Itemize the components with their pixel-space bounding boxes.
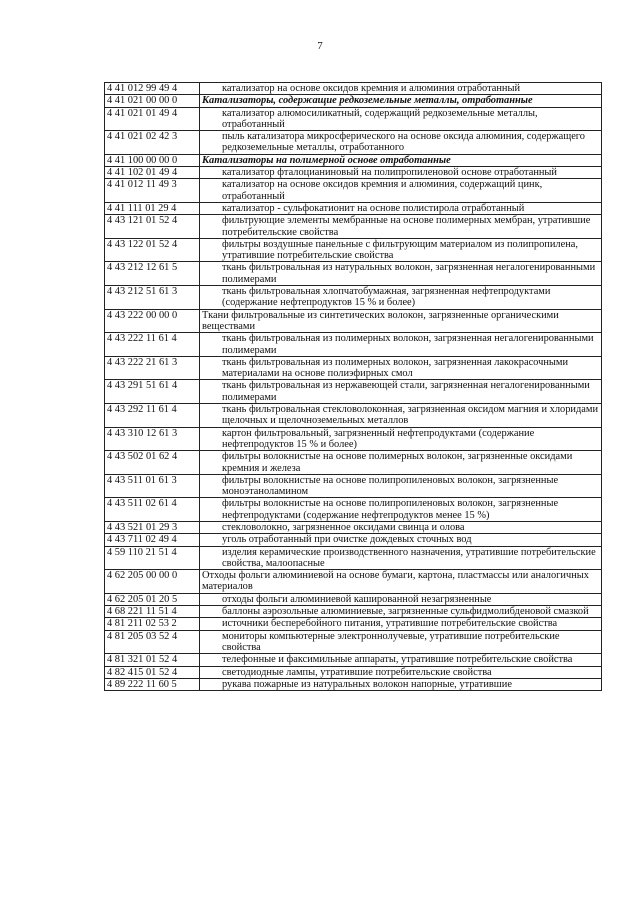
waste-code-cell: 4 81 205 03 52 4: [105, 630, 200, 654]
waste-name-cell: баллоны аэрозольные алюминиевые, загрязненные сульфидмолибденовой смазкой: [200, 606, 602, 618]
waste-code-cell: 4 43 222 11 61 4: [105, 333, 200, 357]
table-row: [105, 380, 602, 404]
table-row: [105, 262, 602, 286]
waste-code-cell: 4 68 221 11 51 4: [105, 606, 200, 618]
waste-name-cell: Ткани фильтровальные из синтетических волокон, загрязненные органическими веществами: [200, 309, 602, 333]
waste-code-cell: 4 59 110 21 51 4: [105, 546, 200, 570]
waste-name-cell: катализатор на основе оксидов кремния и алюминия, содержащий цинк, отработанный: [200, 179, 602, 203]
table-row: [105, 546, 602, 570]
waste-code-cell: 4 89 222 11 60 5: [105, 678, 200, 690]
page-number: 7: [317, 40, 323, 52]
waste-name-cell: Отходы фольги алюминиевой на основе бумаги, картона, пластмассы или аналогичных материалов: [200, 570, 602, 594]
waste-name-cell: светодиодные лампы, утратившие потребительские свойства: [200, 666, 602, 678]
table-row: [105, 654, 602, 666]
table-row: [105, 404, 602, 428]
waste-name-cell: рукава пожарные из натуральных волокон напорные, утратившие: [200, 678, 602, 690]
waste-name-cell: отходы фольги алюминиевой кашированной незагрязненные: [200, 593, 602, 605]
waste-code-cell: 4 62 205 01 20 5: [105, 593, 200, 605]
waste-code-cell: 4 41 021 02 42 3: [105, 131, 200, 155]
group-heading-cell: Катализаторы на полимерной основе отработанные: [200, 154, 602, 166]
waste-code-cell: 4 43 212 12 61 5: [105, 262, 200, 286]
waste-code-cell: 4 81 211 02 53 2: [105, 618, 200, 630]
table-row: [105, 95, 602, 107]
table-row: [105, 521, 602, 533]
waste-name-cell: источники бесперебойного питания, утратившие потребительские свойства: [200, 618, 602, 630]
table-row: [105, 666, 602, 678]
waste-code-cell: 4 43 291 51 61 4: [105, 380, 200, 404]
group-heading-cell: Катализаторы, содержащие редкоземельные металлы, отработанные: [200, 95, 602, 107]
waste-code-cell: 4 43 711 02 49 4: [105, 534, 200, 546]
table-row: [105, 356, 602, 380]
waste-code-cell: 4 43 222 21 61 3: [105, 356, 200, 380]
table-row: [105, 167, 602, 179]
waste-name-cell: фильтры воздушные панельные с фильтрующим материалом из полипропилена, утратившие потребительские свойства: [200, 238, 602, 262]
waste-name-cell: катализатор алюмосиликатный, содержащий редкоземельные металлы, отработанный: [200, 107, 602, 131]
table-row: [105, 202, 602, 214]
waste-name-cell: катализатор - сульфокатионит на основе полистирола отработанный: [200, 202, 602, 214]
waste-code-cell: 4 41 021 00 00 0: [105, 95, 200, 107]
waste-name-cell: фильтры волокнистые на основе полипропиленовых волокон, загрязненные моноэтаноламином: [200, 474, 602, 498]
waste-name-cell: мониторы компьютерные электроннолучевые, утратившие потребительские свойства: [200, 630, 602, 654]
waste-code-cell: 4 43 292 11 61 4: [105, 404, 200, 428]
waste-code-cell: 4 43 511 01 61 3: [105, 474, 200, 498]
waste-name-cell: фильтры волокнистые на основе полимерных волокон, загрязненные оксидами кремния и железа: [200, 451, 602, 475]
waste-name-cell: изделия керамические производственного назначения, утратившие потребительские свойства, малоопасные: [200, 546, 602, 570]
table-row: [105, 286, 602, 310]
table-row: [105, 474, 602, 498]
table-row: [105, 238, 602, 262]
table-row: [105, 154, 602, 166]
table-row: [105, 451, 602, 475]
waste-code-cell: 4 82 415 01 52 4: [105, 666, 200, 678]
table-row: [105, 215, 602, 239]
table-row: [105, 534, 602, 546]
table-row: [105, 593, 602, 605]
table-row: [105, 678, 602, 690]
table-row: [105, 309, 602, 333]
waste-code-cell: 4 43 122 01 52 4: [105, 238, 200, 262]
waste-name-cell: ткань фильтровальная из нержавеющей стали, загрязненная негалогенированными полимерами: [200, 380, 602, 404]
table-row: [105, 83, 602, 95]
waste-name-cell: фильтры волокнистые на основе полипропиленовых волокон, загрязненные нефтепродуктами (содержание нефтепродуктов менее 15 %): [200, 498, 602, 522]
waste-code-cell: 4 41 012 11 49 3: [105, 179, 200, 203]
waste-code-cell: 4 43 310 12 61 3: [105, 427, 200, 451]
waste-name-cell: ткань фильтровальная стекловолоконная, загрязненная оксидом магния и хлоридами щелочных и щелочноземельных металлов: [200, 404, 602, 428]
table-row: [105, 179, 602, 203]
waste-name-cell: катализатор на основе оксидов кремния и алюминия отработанный: [200, 83, 602, 95]
waste-name-cell: картон фильтровальный, загрязненный нефтепродуктами (содержание нефтепродуктов 15 % и более): [200, 427, 602, 451]
waste-name-cell: стекловолокно, загрязненное оксидами свинца и олова: [200, 521, 602, 533]
waste-name-cell: ткань фильтровальная из полимерных волокон, загрязненная лакокрасочными материалами на основе полиэфирных смол: [200, 356, 602, 380]
waste-code-cell: 4 41 021 01 49 4: [105, 107, 200, 131]
waste-code-cell: 4 43 502 01 62 4: [105, 451, 200, 475]
table-row: [105, 107, 602, 131]
waste-name-cell: ткань фильтровальная из натуральных волокон, загрязненная негалогенированными полимерами: [200, 262, 602, 286]
waste-name-cell: ткань фильтровальная хлопчатобумажная, загрязненная нефтепродуктами (содержание нефтепродуктов 15 % и более): [200, 286, 602, 310]
waste-code-cell: 4 41 111 01 29 4: [105, 202, 200, 214]
waste-code-cell: 4 41 012 99 49 4: [105, 83, 200, 95]
waste-code-cell: 4 43 222 00 00 0: [105, 309, 200, 333]
waste-code-cell: 4 43 212 51 61 3: [105, 286, 200, 310]
table-row: [105, 427, 602, 451]
waste-code-table: [104, 82, 602, 691]
table-row: [105, 570, 602, 594]
waste-code-cell: 4 41 100 00 00 0: [105, 154, 200, 166]
waste-name-cell: уголь отработанный при очистке дождевых сточных вод: [200, 534, 602, 546]
waste-code-cell: 4 81 321 01 52 4: [105, 654, 200, 666]
table-row: [105, 131, 602, 155]
table-row: [105, 618, 602, 630]
waste-code-cell: 4 43 121 01 52 4: [105, 215, 200, 239]
table-row: [105, 333, 602, 357]
waste-name-cell: пыль катализатора микросферического на основе оксида алюминия, содержащего редкоземельные металлы, отработанного: [200, 131, 602, 155]
table-row: [105, 606, 602, 618]
table-row: [105, 630, 602, 654]
waste-code-table-body: [105, 83, 602, 691]
waste-name-cell: ткань фильтровальная из полимерных волокон, загрязненная негалогенированными полимерами: [200, 333, 602, 357]
waste-name-cell: телефонные и факсимильные аппараты, утратившие потребительские свойства: [200, 654, 602, 666]
waste-name-cell: катализатор фталоцианиновый на полипропиленовой основе отработанный: [200, 167, 602, 179]
waste-code-cell: 4 62 205 00 00 0: [105, 570, 200, 594]
waste-name-cell: фильтрующие элементы мембранные на основе полимерных мембран, утратившие потребительские свойства: [200, 215, 602, 239]
waste-code-cell: 4 43 521 01 29 3: [105, 521, 200, 533]
waste-code-cell: 4 43 511 02 61 4: [105, 498, 200, 522]
table-row: [105, 498, 602, 522]
waste-code-cell: 4 41 102 01 49 4: [105, 167, 200, 179]
